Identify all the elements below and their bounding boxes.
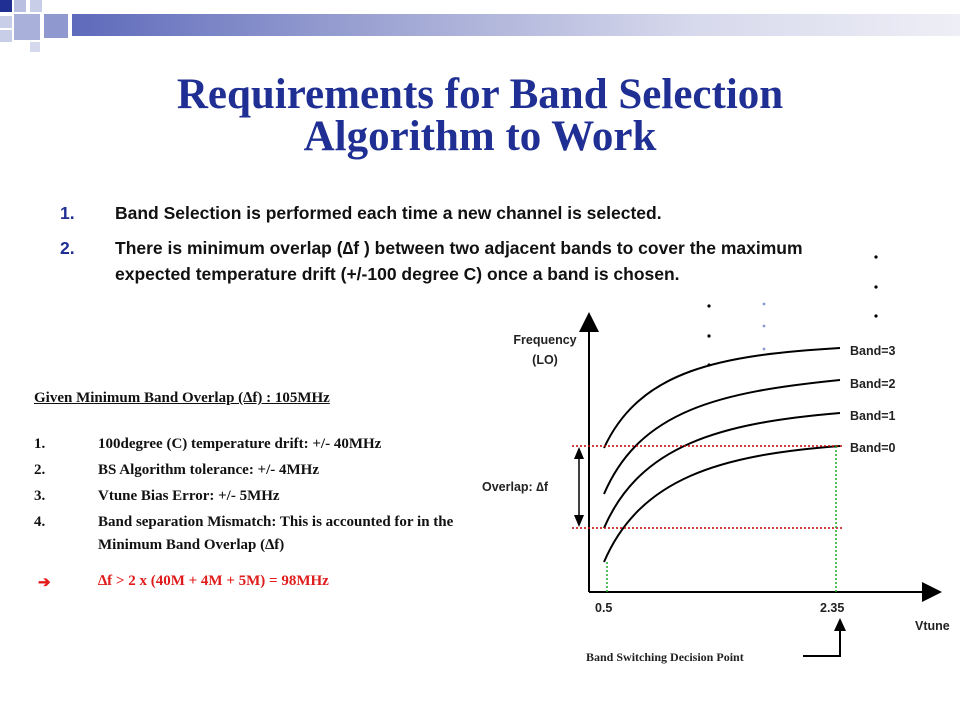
given-item-text: Band separation Mismatch: This is accounted for in the Minimum Band Overlap (∆f)	[98, 514, 454, 553]
overlap-result-text: ∆f > 2 x (40M + 4M + 5M) = 98MHz	[98, 573, 329, 589]
blue-dots	[763, 303, 766, 351]
overlap-arrow-down-icon	[574, 515, 584, 527]
band-0-curve	[604, 446, 840, 562]
decision-arrow-up-icon	[834, 618, 846, 631]
band-3-label: Band=3	[850, 344, 896, 358]
band-2-label: Band=2	[850, 377, 896, 391]
given-item-number: 1.	[34, 436, 46, 452]
y-axis-label-unit: (LO)	[532, 353, 558, 367]
requirement-number: 2.	[60, 238, 75, 258]
overlap-label: Overlap: ∆f	[482, 480, 548, 494]
decision-pointer-line	[803, 628, 840, 656]
slide-title-line2: Algorithm to Work	[303, 113, 657, 160]
decision-point-label: Band Switching Decision Point	[586, 650, 744, 664]
band-0-label: Band=0	[850, 441, 896, 455]
tick-label-left: 0.5	[595, 601, 613, 615]
given-item-number: 3.	[34, 488, 46, 504]
tick-label-right: 2.35	[820, 601, 845, 615]
given-item-text: Vtune Bias Error: +/- 5MHz	[98, 488, 280, 504]
arrow-right-icon: ➔	[38, 575, 51, 591]
given-item-text: 100degree (C) temperature drift: +/- 40MHz	[98, 436, 382, 452]
given-heading: Given Minimum Band Overlap (∆f) : 105MHz	[34, 390, 330, 406]
requirement-text: There is minimum overlap (∆f ) between two adjacent bands to cover the maximum expected temperature drift (+/-100 degree C) once a band is chosen.	[115, 238, 803, 284]
given-item-number: 4.	[34, 514, 46, 530]
slide-title-line1: Requirements for Band Selection	[176, 71, 784, 118]
y-axis-label: Frequency	[513, 333, 577, 347]
overlap-arrow-up-icon	[574, 447, 584, 459]
given-item-number: 2.	[34, 462, 46, 478]
band-1-label: Band=1	[850, 409, 896, 423]
requirement-number: 1.	[60, 203, 75, 223]
given-item-text: BS Algorithm tolerance: +/- 4MHz	[98, 462, 320, 478]
x-axis-label: Vtune	[915, 619, 950, 633]
band-3-curve	[604, 348, 840, 448]
requirement-text: Band Selection is performed each time a new channel is selected.	[115, 203, 662, 223]
